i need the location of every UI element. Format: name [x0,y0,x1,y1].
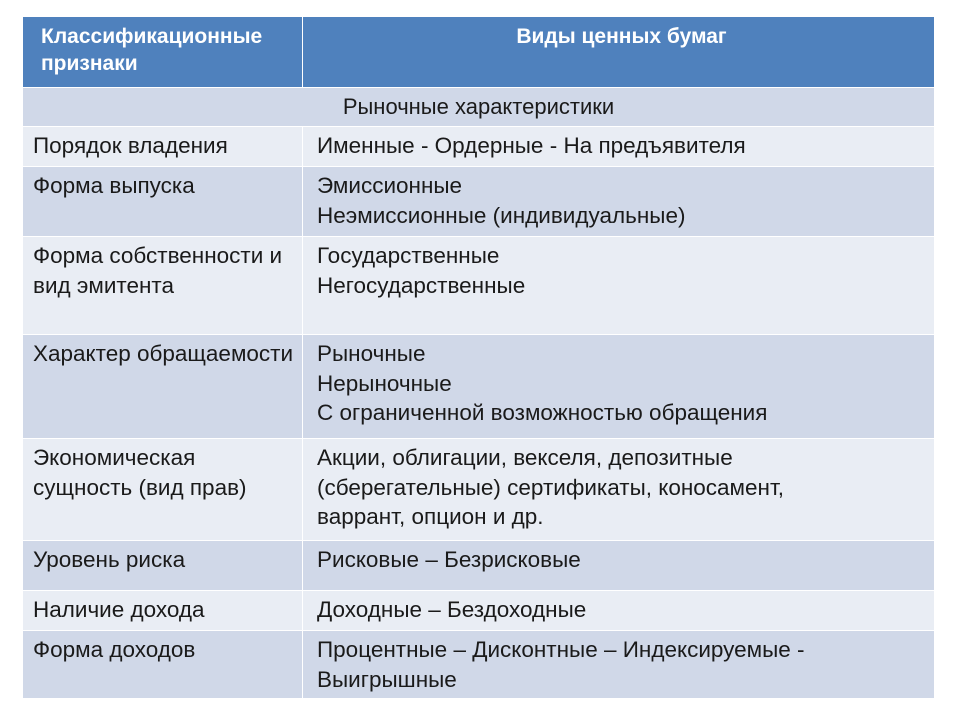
row-types [303,167,935,237]
table-row [23,541,935,591]
row-types [303,237,935,335]
header-security-types: Виды ценных бумаг [303,17,935,88]
row-type-line: (сберегательные) сертификаты, коносамент, [317,474,785,500]
row-type-line: Именные - Ордерные - На предъявителя [317,133,746,158]
row-criterion: Наличие дохода [23,591,303,631]
row-criterion: Порядок владения [23,127,303,167]
row-type-line: Доходные – Бездоходные [317,597,587,622]
row-type-line: Процентные – Дисконтные – Индексируемые - [317,637,805,662]
securities-classification-table [22,16,935,699]
row-type-line: Акции, облигации, векселя, депозитные [317,445,733,470]
row-types [303,591,935,631]
table-row [23,127,935,167]
row-types [303,631,935,699]
row-types [303,541,935,591]
row-criterion: Форма собственности и вид эмитента [23,237,303,335]
row-criterion: Форма выпуска [23,167,303,237]
table-row [23,167,935,237]
table-row [23,591,935,631]
table-row [23,237,935,335]
header-classification-criteria: Классификационные признаки [23,17,303,88]
row-criterion: Характер обращаемости [23,335,303,439]
row-types [303,439,935,541]
row-type-line: Нерыночные [317,370,452,396]
row-types [303,127,935,167]
row-criterion: Форма доходов [23,631,303,699]
row-type-line: Эмиссионные [317,173,463,198]
row-type-line: Рыночные [317,341,426,366]
row-type-line: Выигрышные [317,666,457,692]
table-row [23,439,935,541]
row-type-line: Государственные [317,243,500,268]
row-type-line: Рисковые – Безрисковые [317,547,581,572]
row-type-line: варрант, опцион и др. [317,504,544,529]
row-type-line: С ограниченной возможностью обращения [317,400,768,425]
row-type-line: Негосударственные [317,272,526,298]
header-row [23,17,935,88]
row-type-line: Неэмиссионные (индивидуальные) [317,202,686,228]
table-row [23,631,935,699]
row-types [303,335,935,439]
table-row [23,335,935,439]
section-title: Рыночные характеристики [23,88,935,127]
row-criterion: Экономическая сущность (вид прав) [23,439,303,541]
section-row [23,88,935,127]
row-criterion: Уровень риска [23,541,303,591]
